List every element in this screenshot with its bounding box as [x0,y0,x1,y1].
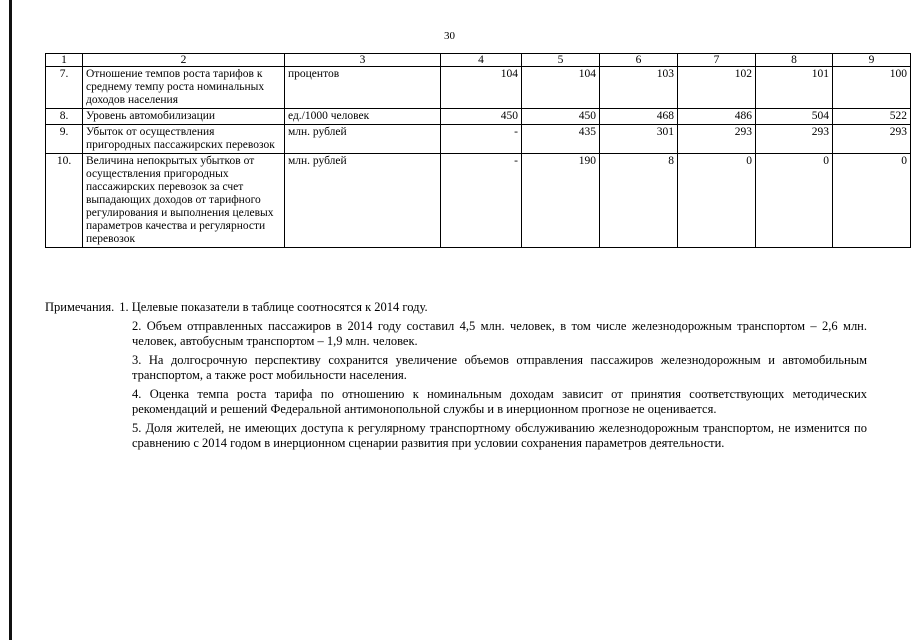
value-cell: 102 [678,67,756,109]
column-header: 8 [756,54,833,67]
value-cell: 450 [522,109,600,125]
unit: процентов [285,67,441,109]
value-cell: 301 [600,125,678,154]
value-cell: 101 [756,67,833,109]
left-margin-line [9,0,12,640]
note-item: 3. На долгосрочную перспективу сохранится увеличение объемов отправления пассажиров железнодорожным и автомобильным транспортом, а также рост мобильности населения. [132,352,867,382]
table-row [46,109,911,125]
value-cell: 0 [833,154,911,248]
note-item: 1. Целевые показатели в таблице соотносятся к 2014 году. [119,300,428,314]
value-cell: 435 [522,125,600,154]
value-cell: 100 [833,67,911,109]
value-cell: 103 [600,67,678,109]
unit: ед./1000 человек [285,109,441,125]
column-header: 6 [600,54,678,67]
column-header: 4 [441,54,522,67]
value-cell: 8 [600,154,678,248]
row-number: 7. [46,67,83,109]
value-cell: 190 [522,154,600,248]
indicator-name: Уровень автомобилизации [83,109,285,125]
note-item: 5. Доля жителей, не имеющих доступа к регулярному транспортному обслуживанию железнодорожным транспортом, не изменится по сравнению с 2014 годом в инерционном сценарии развития при условии сохранения параметров деятельности. [132,420,867,450]
column-header: 7 [678,54,756,67]
value-cell: - [441,154,522,248]
value-cell: 486 [678,109,756,125]
table-row [46,154,911,248]
notes-label: Примечания. [45,300,115,314]
column-header: 9 [833,54,911,67]
row-number: 8. [46,109,83,125]
column-header: 1 [46,54,83,67]
value-cell: 0 [678,154,756,248]
row-number: 9. [46,125,83,154]
table-header-row [46,54,911,67]
unit: млн. рублей [285,154,441,248]
row-number: 10. [46,154,83,248]
column-header: 3 [285,54,441,67]
value-cell: 293 [678,125,756,154]
table-row [46,67,911,109]
unit: млн. рублей [285,125,441,154]
indicator-name: Убыток от осуществления пригородных пассажирских перевозок [83,125,285,154]
value-cell: 450 [441,109,522,125]
value-cell: 104 [441,67,522,109]
value-cell: 293 [833,125,911,154]
value-cell: 104 [522,67,600,109]
column-header: 2 [83,54,285,67]
table-row [46,125,911,154]
value-cell: 468 [600,109,678,125]
value-cell: 293 [756,125,833,154]
indicator-name: Величина непокрытых убытков от осуществления пригородных пассажирских перевозок за счет выпадающих доходов от тарифного регулирования и выполнения целевых параметров качества и регулярности перевозок [83,154,285,248]
value-cell: - [441,125,522,154]
value-cell: 0 [756,154,833,248]
notes-first-line [45,300,867,316]
page-number: 30 [444,30,455,42]
value-cell: 522 [833,109,911,125]
note-item: 4. Оценка темпа роста тарифа по отношению к номинальным доходам зависит от принятия соответствующих методических рекомендаций и решений Федеральной антимонопольной службы и в инерционном прогнозе не оценивается. [132,386,867,416]
value-cell: 504 [756,109,833,125]
column-header: 5 [522,54,600,67]
note-item: 2. Объем отправленных пассажиров в 2014 году составил 4,5 млн. человек, в том числе железнодорожным транспортом – 2,6 млн. человек, автобусным транспортом – 1,9 млн. человек. [132,318,867,348]
indicators-table [45,53,911,248]
notes-section [45,300,867,452]
indicator-name: Отношение темпов роста тарифов к среднему темпу роста номинальных доходов населения [83,67,285,109]
